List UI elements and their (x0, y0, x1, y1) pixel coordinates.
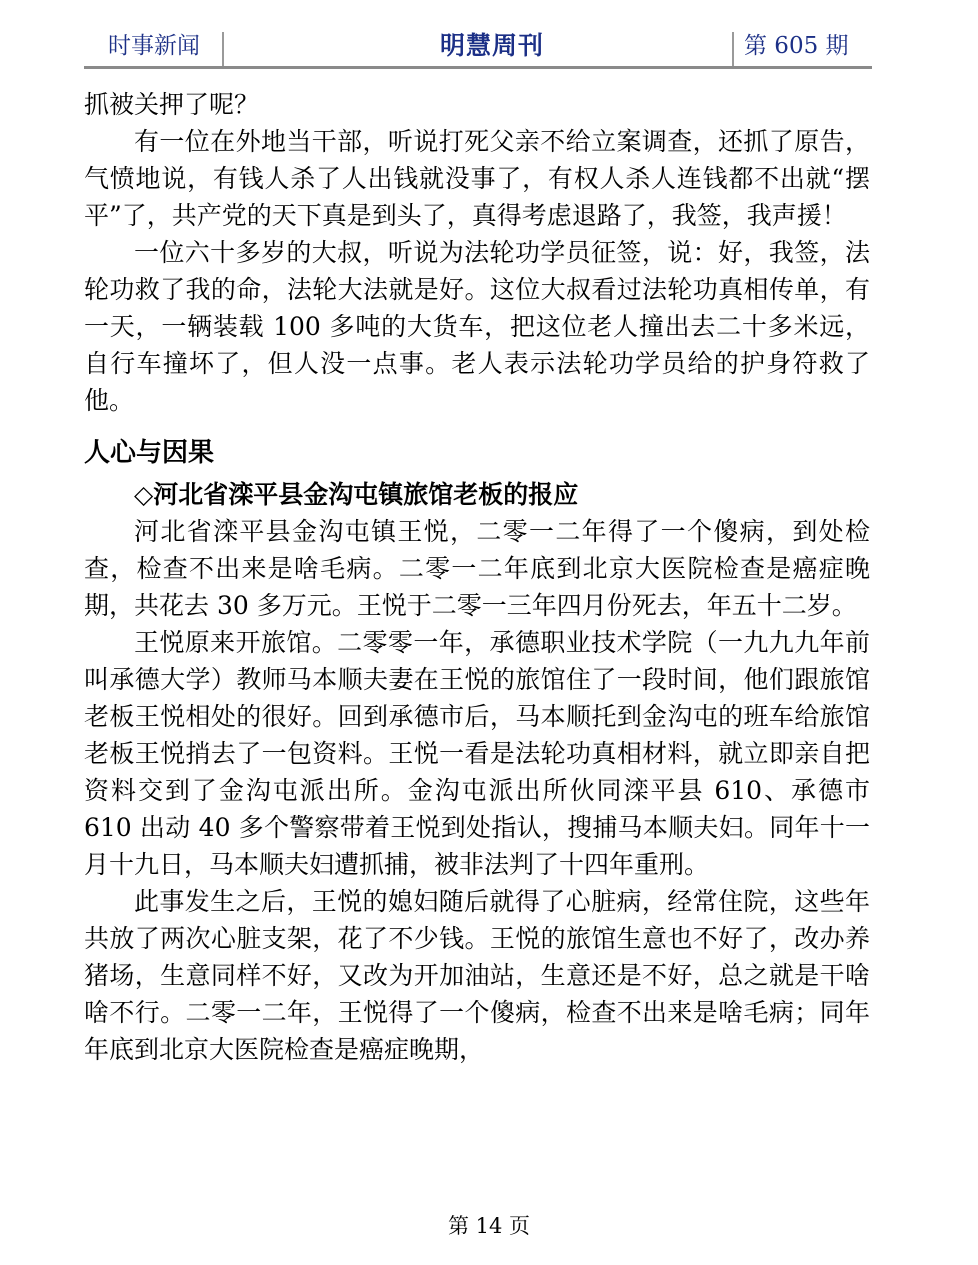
paragraph: 有一位在外地当干部，听说打死父亲不给立案调查，还抓了原告，气愤地说，有钱人杀了人出钱就没事了，有权人杀人连钱都不出就“摆平”了，共产党的天下真是到头了，真得考虑退路了，我签，我声援！ (84, 127, 870, 230)
article-heading: ◇河北省滦平县金沟屯镇旅馆老板的报应 (134, 480, 579, 509)
publication-title: 明慧周刊 (439, 31, 544, 60)
issue-number: 第 605 期 (744, 33, 849, 59)
article-body (84, 86, 870, 1068)
header-divider (732, 32, 734, 66)
page-header (84, 26, 872, 68)
header-section-label: 时事新闻 (108, 33, 200, 59)
paragraph: 抓被关押了呢？ (84, 90, 260, 119)
paragraph: 一位六十多岁的大叔，听说为法轮功学员征签，说：好，我签，法轮功救了我的命，法轮大法就是好。这位大叔看过法轮功真相传单，有一天，一辆装载 100 多吨的大货车，把这位老人撞出去二十多米远，自行车撞坏了，但人没一点事。老人表示法轮功学员给的护身符救了他。 (84, 238, 870, 415)
paragraph: 河北省滦平县金沟屯镇王悦，二零一二年得了一个傻病，到处检查，检查不出来是啥毛病。二零一二年底到北京大医院检查是癌症晚期，共花去 30 多万元。王悦于二零一三年四月份死去，年五十二岁。 (84, 517, 870, 620)
paragraph: 此事发生之后，王悦的媳妇随后就得了心脏病，经常住院，这些年共放了两次心脏支架，花了不少钱。王悦的旅馆生意也不好了，改办养猪场，生意同样不好，又改为开加油站，生意还是不好，总之就是干啥啥不行。二零一二年，王悦得了一个傻病，检查不出来是啥毛病；同年年底到北京大医院检查是癌症晚期， (84, 887, 870, 1064)
paragraph: 王悦原来开旅馆。二零零一年，承德职业技术学院（一九九九年前叫承德大学）教师马本顺夫妻在王悦的旅馆住了一段时间，他们跟旅馆老板王悦相处的很好。回到承德市后，马本顺托到金沟屯的班车给旅馆老板王悦捎去了一包资料。王悦一看是法轮功真相材料，就立即亲自把资料交到了金沟屯派出所。金沟屯派出所伙同滦平县 610、承德市 610 出动 40 多个警察带着王悦到处指认，搜捕马本顺夫妇。同年十一月十九日，马本顺夫妇遭抓捕，被非法判了十四年重刑。 (84, 628, 870, 879)
page-number: 第 14 页 (447, 1214, 531, 1238)
header-rule (84, 66, 872, 69)
section-heading: 人心与因果 (84, 438, 215, 468)
header-divider (222, 32, 224, 66)
